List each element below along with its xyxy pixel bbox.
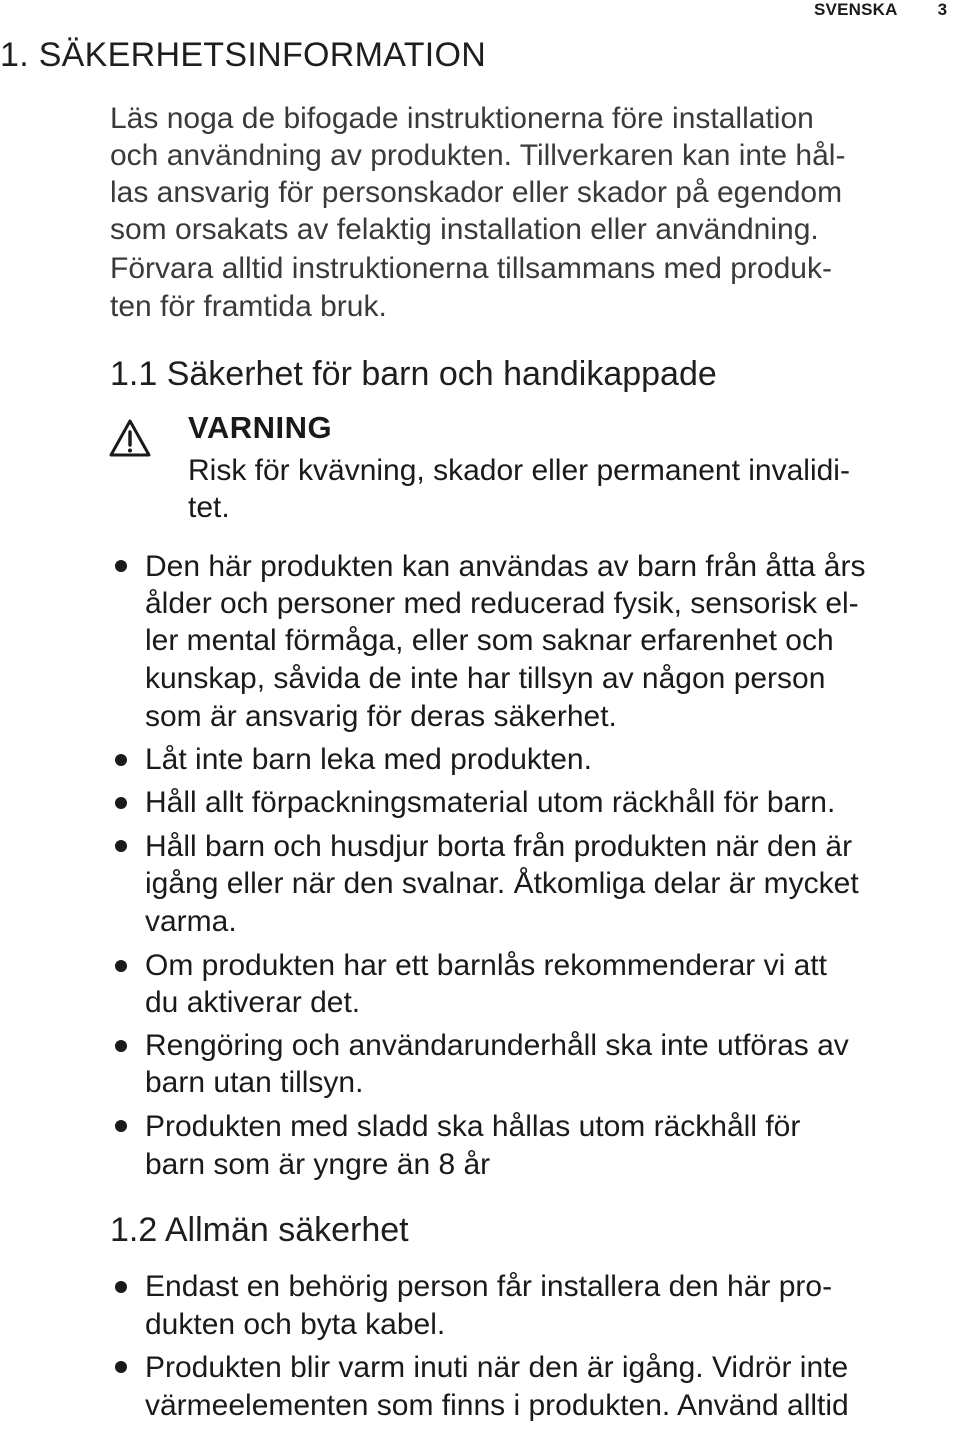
- warning-title: VARNING: [188, 410, 333, 445]
- warning-text-line: tet.: [188, 491, 230, 524]
- bullet-dot: [115, 1281, 127, 1293]
- list-item-line: varma.: [145, 905, 237, 938]
- list-item-line: du aktiverar det.: [145, 986, 361, 1019]
- list-item-line: kunskap, såvida de inte har tillsyn av någon person: [145, 662, 826, 695]
- bullet-dot: [115, 1361, 127, 1373]
- intro-line: Förvara alltid instruktionerna tillsammans med produk-: [110, 252, 832, 285]
- warning-triangle-icon: [108, 418, 152, 458]
- bullet-dot: [115, 1120, 127, 1132]
- bullet-dot: [115, 840, 127, 852]
- section-title-1-2: 1.2 Allmän säkerhet: [110, 1211, 409, 1249]
- list-item-line: Håll barn och husdjur borta från produkten när den är: [145, 830, 853, 863]
- list-item-line: dukten och byta kabel.: [145, 1308, 446, 1341]
- list-item-line: Endast en behörig person får installera den här pro-: [145, 1270, 833, 1303]
- bullet-dot: [115, 560, 127, 572]
- page-number: 3: [937, 0, 948, 19]
- list-item-line: igång eller när den svalnar. Åtkomliga delar är mycket: [145, 867, 859, 900]
- bullet-dot: [115, 960, 127, 972]
- list-item-line: Håll allt förpackningsmaterial utom räckhåll för barn.: [145, 786, 836, 819]
- list-item-line: Den här produkten kan användas av barn från åtta års: [145, 550, 866, 583]
- list-item-line: Produkten blir varm inuti när den är igång. Vidrör inte: [145, 1351, 849, 1384]
- list-item-line: värmeelementen som finns i produkten. Använd alltid: [145, 1389, 849, 1422]
- list-item-line: Produkten med sladd ska hållas utom räckhåll för: [145, 1110, 801, 1143]
- intro-line: Läs noga de bifogade instruktionerna före installation: [110, 102, 814, 135]
- page-title: 1. SÄKERHETSINFORMATION: [0, 36, 487, 74]
- list-item-line: som är ansvarig för deras säkerhet.: [145, 700, 617, 733]
- list-item-line: Rengöring och användarunderhåll ska inte utföras av: [145, 1029, 849, 1062]
- list-item-line: ler mental förmåga, eller som saknar erfarenhet och: [145, 624, 834, 657]
- intro-line: las ansvarig för personskador eller skador på egendom: [110, 176, 843, 209]
- intro-line: ten för framtida bruk.: [110, 290, 387, 323]
- list-item-line: barn utan tillsyn.: [145, 1066, 364, 1099]
- running-header: [814, 0, 947, 20]
- list-item-line: Låt inte barn leka med produkten.: [145, 743, 592, 776]
- list-item-line: barn som är yngre än 8 år: [145, 1148, 491, 1181]
- header-language: SVENSKA: [814, 0, 898, 19]
- section-title-1-1: 1.1 Säkerhet för barn och handikappade: [110, 355, 717, 393]
- bullet-dot: [115, 1040, 127, 1052]
- intro-line: och användning av produkten. Tillverkaren kan inte hål-: [110, 139, 846, 172]
- warning-text-line: Risk för kvävning, skador eller permanent invalidi-: [188, 454, 850, 487]
- bullet-dot: [115, 797, 127, 809]
- list-item-line: Om produkten har ett barnlås rekommenderar vi att: [145, 949, 827, 982]
- bullet-dot: [115, 754, 127, 766]
- intro-line: som orsakats av felaktig installation eller användning.: [110, 213, 819, 246]
- list-item-line: ålder och personer med reducerad fysik, sensorisk el-: [145, 587, 859, 620]
